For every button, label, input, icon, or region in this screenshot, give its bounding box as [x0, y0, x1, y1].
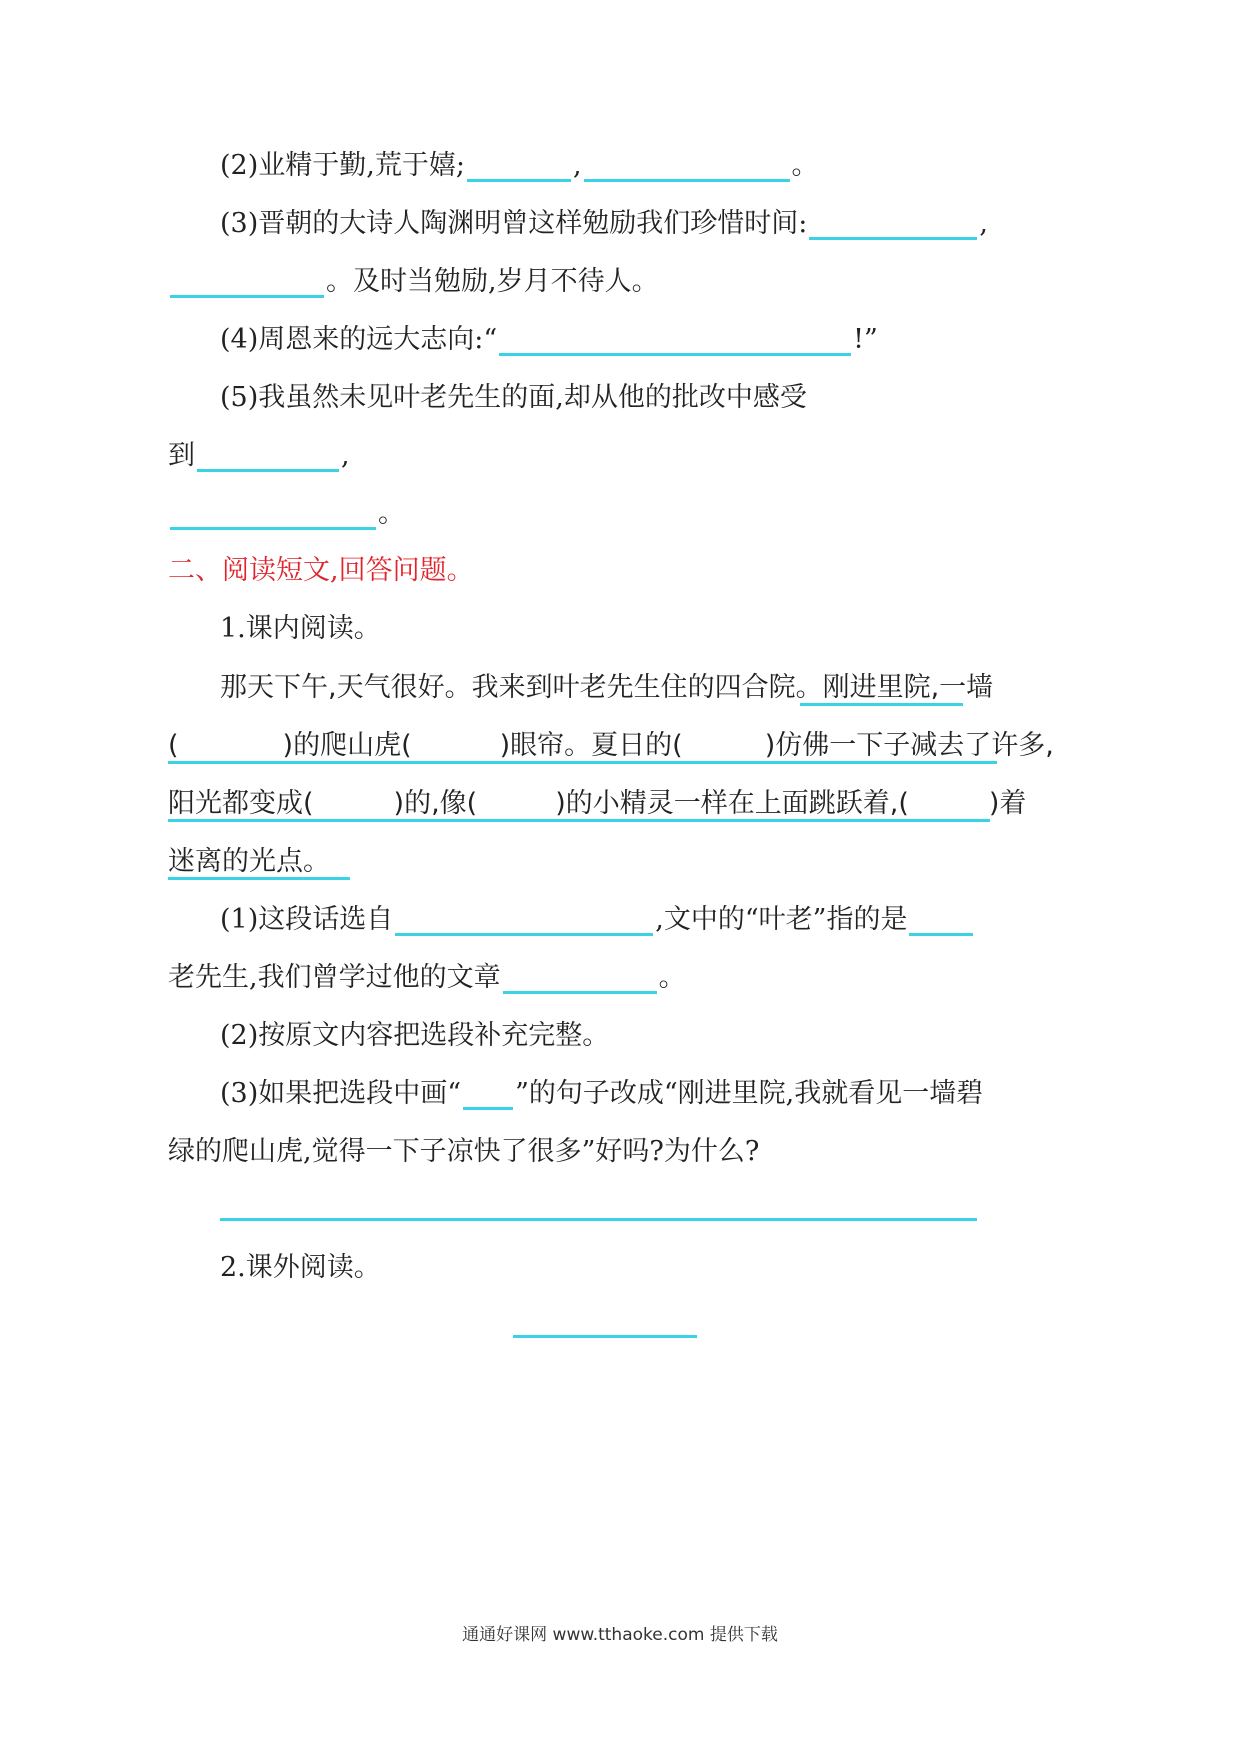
fill-item-5: [220, 378, 807, 418]
answer-blank[interactable]: [197, 439, 339, 472]
fill-item-2: [220, 146, 819, 186]
question-3: [220, 1074, 983, 1114]
item2-comma: ,: [572, 150, 582, 181]
answer-blank[interactable]: [909, 903, 973, 936]
answer-blank[interactable]: [499, 323, 851, 356]
q3-text: (3)如果把选段中画“: [220, 1078, 462, 1109]
answer-blank[interactable]: [395, 903, 653, 936]
q1-text: ,文中的“叶老”指的是: [655, 904, 908, 935]
question-2: (2)按原文内容把选段补充完整。: [220, 1020, 610, 1051]
underline-mark: [168, 761, 997, 764]
q1-text: 老先生,我们曾学过他的文章: [168, 962, 501, 993]
item5-prefix: 到: [168, 440, 195, 471]
q3-text: ”的句子改成“刚进里院,我就看见一墙碧: [515, 1078, 984, 1109]
q1-text: (1)这段话选自: [220, 904, 394, 935]
passage-line-4: 迷离的光点。: [168, 846, 330, 877]
underline-mark: [168, 877, 350, 880]
passage-text: )眼帘。夏日的(: [499, 730, 683, 761]
passage-line-1: 那天下午,天气很好。我来到叶老先生住的四合院。刚进里院,一墙: [220, 672, 994, 703]
item5-comma: ,: [341, 440, 350, 471]
fill-item-4: [220, 320, 878, 360]
passage-text: )的爬山虎(: [282, 730, 412, 761]
answer-blank[interactable]: [584, 149, 790, 182]
answer-blank[interactable]: [170, 265, 324, 298]
footer-credit: 通通好课网 www.tthaoke.com 提供下载: [462, 1625, 778, 1645]
fill-item-5-cont: [168, 436, 350, 476]
underline-mark: [168, 819, 990, 822]
underline-example: [463, 1077, 513, 1110]
answer-blank[interactable]: [467, 149, 571, 182]
question-1: [220, 900, 975, 940]
item4-text: (4)周恩来的远大志向:“: [220, 324, 498, 355]
passage-line-2: [168, 726, 1054, 766]
question-1-cont: [168, 958, 686, 998]
title-blank[interactable]: [513, 1335, 697, 1338]
answer-blank[interactable]: [503, 961, 657, 994]
paren-open: (: [168, 730, 179, 761]
fill-item-5-end: [168, 494, 405, 534]
answer-blank[interactable]: [809, 207, 977, 240]
subsection-in-class: 1.课内阅读。: [220, 613, 381, 644]
item4-end: !”: [853, 324, 878, 355]
fill-item-3: [220, 204, 988, 244]
section-heading: 二、阅读短文,回答问题。: [168, 555, 474, 586]
item5-text: (5)我虽然未见叶老先生的面,却从他的批改中感受: [220, 382, 807, 413]
passage-text: )仿佛一下子减去了许多,: [764, 730, 1054, 761]
q1-end: 。: [658, 962, 686, 993]
answer-blank[interactable]: [170, 497, 376, 530]
item2-text: (2)业精于勤,荒于嬉;: [220, 150, 465, 181]
subsection-extracurricular: 2.课外阅读。: [220, 1252, 381, 1283]
item2-end: 。: [791, 150, 819, 181]
item3-comma: ,: [979, 208, 988, 239]
item3-cont: 。及时当勉励,岁月不待人。: [326, 266, 659, 297]
question-3-cont: 绿的爬山虎,觉得一下子凉快了很多”好吗?为什么?: [168, 1136, 760, 1167]
item5-end: 。: [378, 498, 405, 529]
fill-item-3-cont: [168, 262, 659, 302]
passage-text: )的,像(: [393, 788, 478, 819]
underline-mark: [800, 703, 963, 706]
passage-text: 阳光都变成(: [168, 788, 314, 819]
answer-line[interactable]: [220, 1218, 977, 1221]
item3-text: (3)晋朝的大诗人陶渊明曾这样勉励我们珍惜时间:: [220, 208, 808, 239]
passage-line-3: [168, 784, 1026, 824]
passage-text: )着: [988, 788, 1027, 819]
passage-text: )的小精灵一样在上面跳跃着,(: [555, 788, 909, 819]
